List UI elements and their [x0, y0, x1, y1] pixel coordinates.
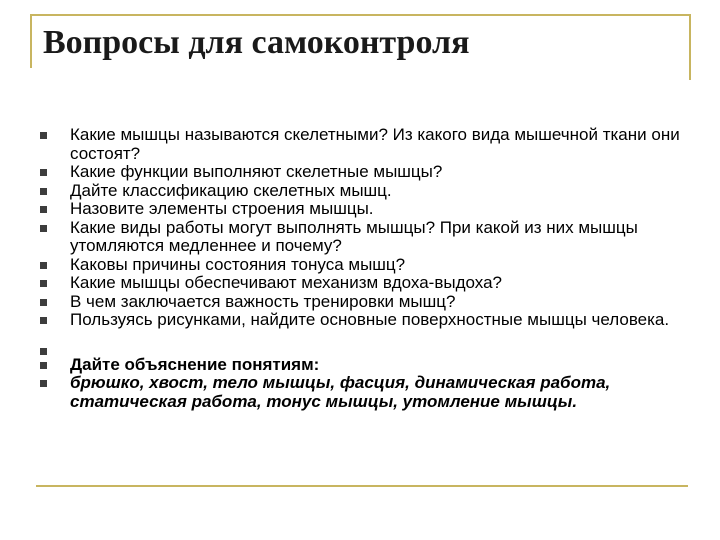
question-text: Каковы причины состояния тонуса мышц?: [70, 254, 406, 274]
question-text: Дайте классификацию скелетных мышц.: [70, 180, 392, 200]
question-text: Какие функции выполняют скелетные мышцы?: [70, 162, 443, 181]
question-text: Какие мышцы обеспечивают механизм вдоха-выдоха?: [70, 273, 502, 292]
question-text: Какие виды работы могут выполнять мышцы? При какой из них мышцы утомляются медленнее и почему?: [70, 217, 638, 255]
frame-left-line: [30, 14, 32, 68]
square-bullet-icon: [40, 262, 47, 269]
list-item: [40, 256, 680, 275]
list-item: [40, 274, 680, 293]
question-text: Пользуясь рисунками, найдите основные поверхностные мышцы человека.: [70, 310, 670, 329]
square-bullet-icon: [40, 206, 47, 213]
list-item: [40, 200, 680, 219]
list-item: [40, 126, 680, 163]
list-item: [40, 293, 680, 312]
square-bullet-icon: [40, 132, 47, 139]
square-bullet-icon: [40, 169, 47, 176]
terms-text: брюшко, хвост, тело мышцы, фасция, динамическая работа, статическая работа, тонус мышцы, утомление мышцы.: [70, 373, 611, 411]
list-item: [40, 163, 680, 182]
task-heading: Дайте объяснение понятиям:: [70, 354, 320, 374]
slide-title: Вопросы для самоконтроля: [43, 24, 470, 61]
square-bullet-icon: [40, 348, 47, 355]
question-text: Какие мышцы называются скелетными? Из какого вида мышечной ткани они состоят?: [70, 125, 680, 163]
square-bullet-icon: [40, 188, 47, 195]
square-bullet-icon: [40, 299, 47, 306]
square-bullet-icon: [40, 317, 47, 324]
list-item: [40, 356, 680, 375]
frame-bottom-line: [36, 485, 688, 487]
frame-right-line: [689, 14, 691, 80]
frame-top-line: [30, 14, 690, 16]
question-text: В чем заключается важность тренировки мышц?: [70, 291, 456, 311]
square-bullet-icon: [40, 362, 47, 369]
list-item: [40, 374, 680, 411]
question-list: [40, 126, 680, 411]
square-bullet-icon: [40, 380, 47, 387]
square-bullet-icon: [40, 280, 47, 287]
question-text: Назовите элементы строения мышцы.: [70, 199, 374, 218]
list-item: [40, 219, 680, 256]
list-item: [40, 311, 680, 330]
list-item: [40, 182, 680, 201]
empty-list-item: [40, 342, 680, 356]
square-bullet-icon: [40, 225, 47, 232]
